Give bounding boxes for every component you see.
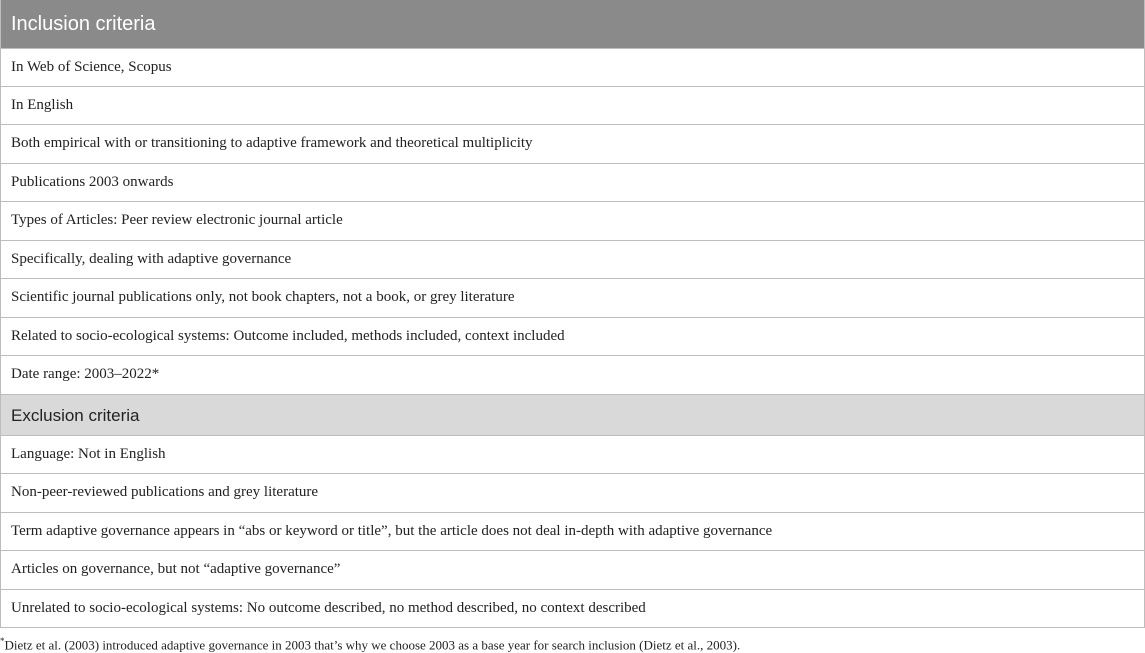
- inclusion-row: Publications 2003 onwards: [1, 164, 1144, 203]
- inclusion-row: In Web of Science, Scopus: [1, 48, 1144, 87]
- inclusion-row: Both empirical with or transitioning to adaptive framework and theoretical multiplicity: [1, 125, 1144, 164]
- inclusion-row: Related to socio-ecological systems: Outcome included, methods included, context included: [1, 318, 1144, 357]
- inclusion-row: Specifically, dealing with adaptive governance: [1, 241, 1144, 280]
- exclusion-row: Unrelated to socio-ecological systems: No outcome described, no method described, no context described: [1, 590, 1144, 629]
- footnote-text: Dietz et al. (2003) introduced adaptive governance in 2003 that’s why we choose 2003 as a base year for search inclusion (Dietz et al., 2003).: [4, 637, 741, 653]
- inclusion-row: Types of Articles: Peer review electronic journal article: [1, 202, 1144, 241]
- exclusion-row: Term adaptive governance appears in “abs or keyword or title”, but the article does not deal in-depth with adaptive governance: [1, 513, 1144, 552]
- exclusion-row: Language: Not in English: [1, 436, 1144, 475]
- table-footnote: [0, 633, 1145, 653]
- exclusion-criteria-header: Exclusion criteria: [1, 395, 1144, 436]
- inclusion-row: Date range: 2003–2022*: [1, 356, 1144, 395]
- footnote-marker: *: [0, 636, 5, 646]
- inclusion-row: Scientific journal publications only, not book chapters, not a book, or grey literature: [1, 279, 1144, 318]
- exclusion-row: Articles on governance, but not “adaptive governance”: [1, 551, 1144, 590]
- exclusion-row: Non-peer-reviewed publications and grey literature: [1, 474, 1144, 513]
- inclusion-row: In English: [1, 87, 1144, 126]
- inclusion-criteria-header: Inclusion criteria: [1, 0, 1144, 48]
